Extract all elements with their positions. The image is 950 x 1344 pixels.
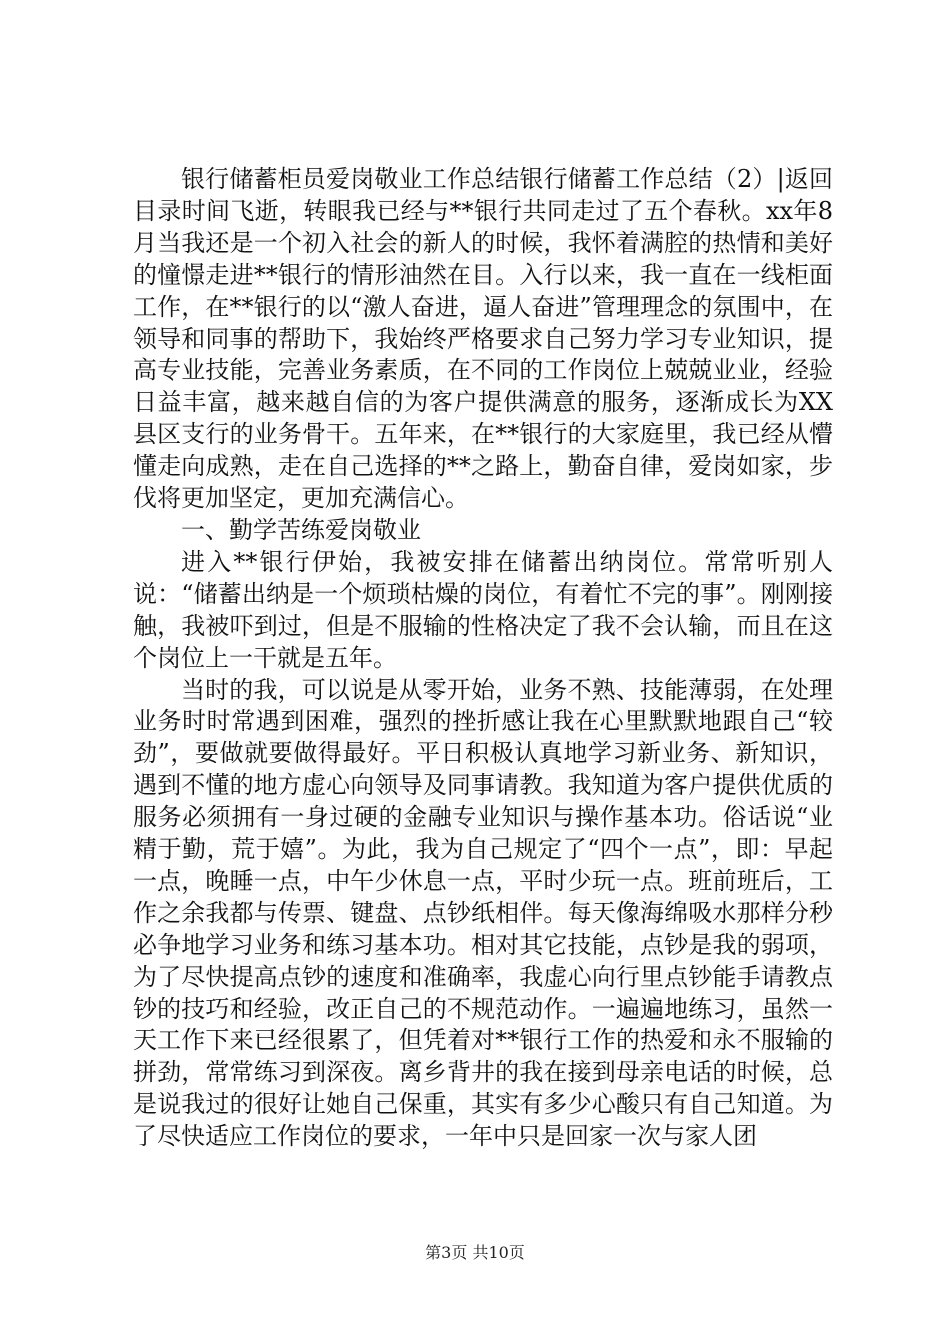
document-body xyxy=(133,164,833,1153)
paragraph-intro: 银行储蓄柜员爱岗敬业工作总结银行储蓄工作总结（2）|返回目录时间飞逝，转眼我已经与**银行共同走过了五个春秋。xx年8月当我还是一个初入社会的新人的时候，我怀着满腔的热情和美好的憧憬走进**银行的情形油然在目。入行以来，我一直在一线柜面工作，在**银行的以“激人奋进，逼人奋进”管理理念的氛围中，在领导和同事的帮助下，我始终严格要求自己努力学习专业知识，提高专业技能，完善业务素质，在不同的工作岗位上兢兢业业，经验日益丰富，越来越自信的为客户提供满意的服务，逐渐成长为XX县区支行的业务骨干。五年来，在**银行的大家庭里，我已经从懵懂走向成熟，走在自己选择的**之路上，勤奋自律，爱岗如家，步伐将更加坚定，更加充满信心。 xyxy=(133,165,833,513)
paragraph-practice: 当时的我，可以说是从零开始，业务不熟、技能薄弱，在处理业务时时常遇到困难，强烈的挫折感让我在心里默默地跟自己“较劲”，要做就要做得最好。平日积极认真地学习新业务、新知识，遇到不懂的地方虚心向领导及同事请教。我知道为客户提供优质的服务必须拥有一身过硬的金融专业知识与操作基本功。俗话说“业精于勤，荒于嬉”。为此，我为自己规定了“四个一点”，即：早起一点，晚睡一点，中午少休息一点，平时少玩一点。班前班后，工作之余我都与传票、键盘、点钞纸相伴。每天像海绵吸水那样分秒必争地学习业务和练习基本功。相对其它技能，点钞是我的弱项，为了尽快提高点钞的速度和准确率，我虚心向行里点钞能手请教点钞的技巧和经验，改正自己的不规范动作。一遍遍地练习，虽然一天工作下来已经很累了，但凭着对**银行工作的热爱和永不服输的拼劲，常常练习到深夜。离乡背井的我在接到母亲电话的时候，总是说我过的很好让她自己保重，其实有多少心酸只有自己知道。为了尽快适应工作岗位的要求，一年中只是回家一次与家人团 xyxy=(133,675,833,1151)
page-number-footer: 第3页 共10页 xyxy=(425,1243,525,1262)
paragraph-entry: 进入**银行伊始，我被安排在储蓄出纳岗位。常常听别人说：“储蓄出纳是一个烦琐枯燥的岗位，有着忙不完的事”。刚刚接触，我被吓到过，但是不服输的性格决定了我不会认输，而且在这个岗位上一干就是五年。 xyxy=(133,547,833,672)
section-heading: 一、勤学苦练爱岗敬业 xyxy=(181,515,421,544)
